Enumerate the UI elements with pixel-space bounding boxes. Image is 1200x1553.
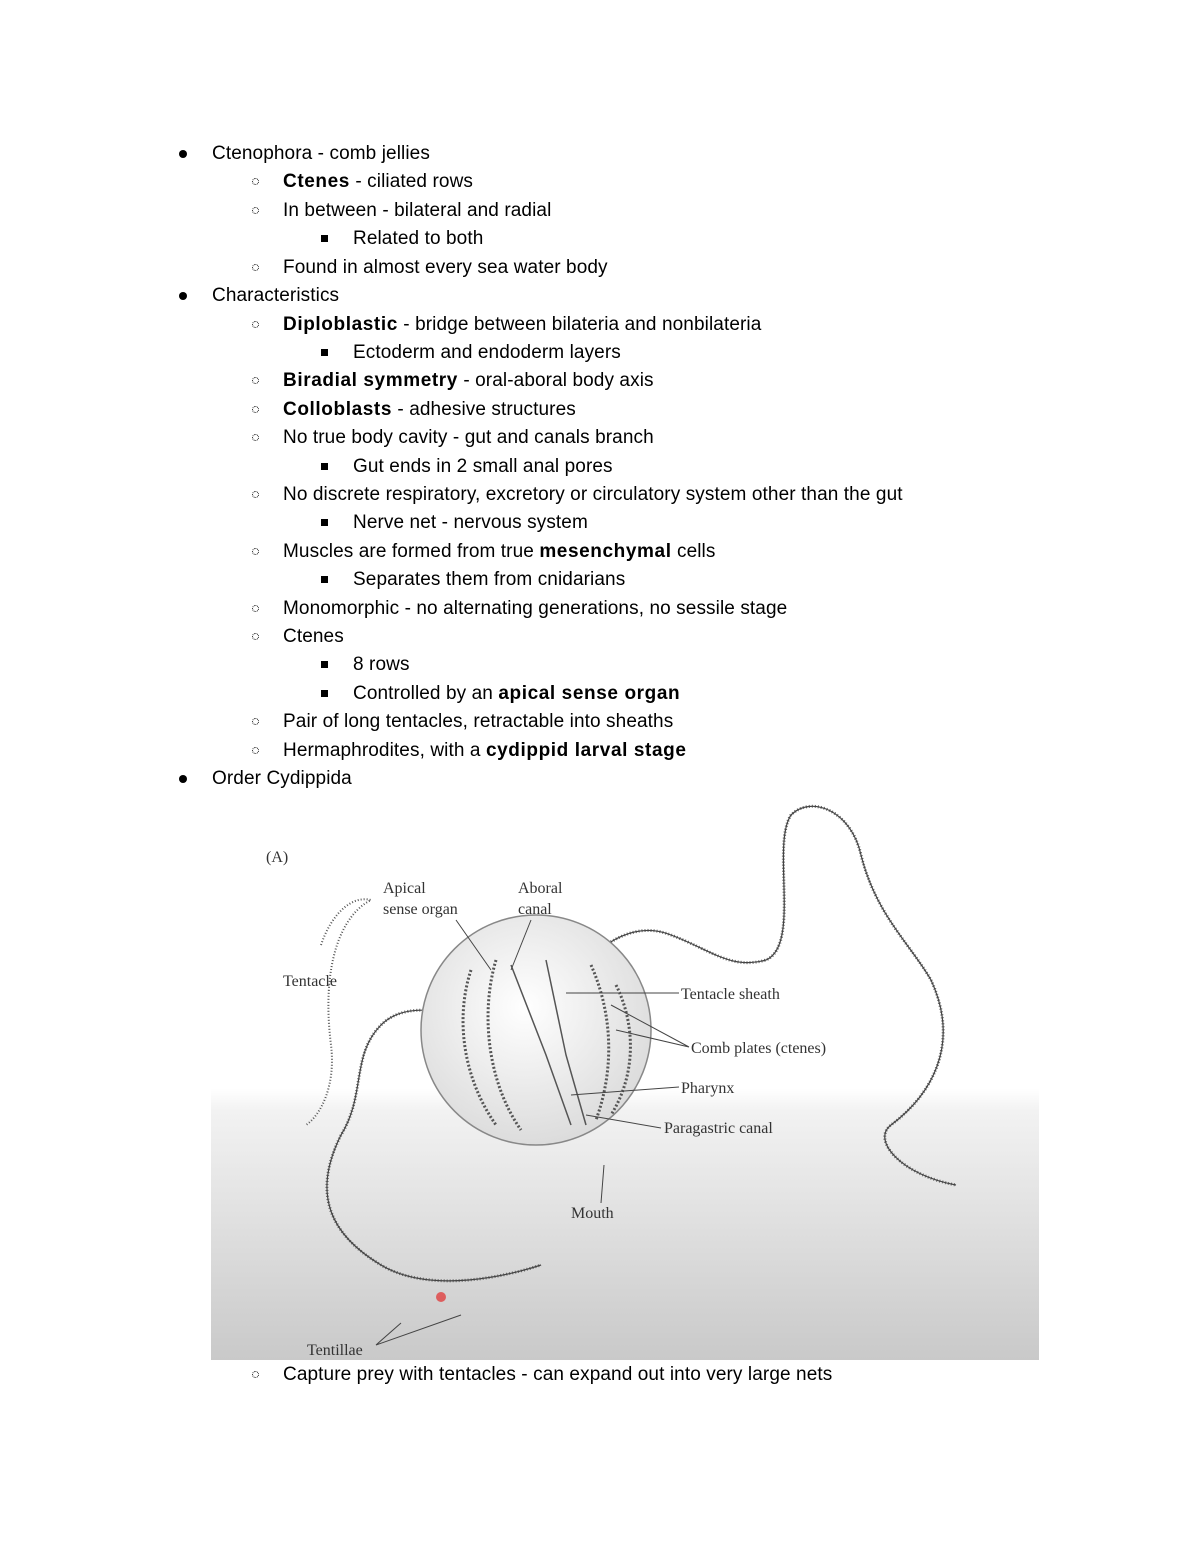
- item-text: Ctenes: [283, 626, 344, 647]
- item-text: Capture prey with tentacles - can expand out into very large nets: [283, 1364, 833, 1385]
- bullet-dot-icon: [179, 775, 187, 783]
- bold-term: Diploblastic: [283, 314, 398, 335]
- label-comb: Comb plates (ctenes): [691, 1040, 827, 1057]
- label-mouth: Mouth: [571, 1205, 614, 1222]
- bold-term: apical sense organ: [498, 683, 681, 704]
- item-text: Ctenophora - comb jellies: [212, 143, 430, 164]
- bullet-ring-icon: [252, 605, 259, 612]
- label-aboral-1: Aboral: [518, 880, 563, 897]
- label-tentillae: Tentillae: [307, 1342, 363, 1359]
- label-pharynx: Pharynx: [681, 1080, 735, 1097]
- bullet-ring-icon: [252, 491, 259, 498]
- item-text: Related to both: [353, 228, 484, 249]
- label-aboral-2: canal: [518, 901, 552, 918]
- item-text: 8 rows: [353, 654, 410, 675]
- item-text: - bridge between bilateria and nonbilateria: [397, 314, 762, 335]
- item-text: Found in almost every sea water body: [283, 257, 608, 278]
- item-text: Nerve net - nervous system: [353, 512, 588, 533]
- bullet-square-icon: [321, 661, 328, 668]
- bullet-ring-icon: [252, 434, 259, 441]
- label-tentacle: Tentacle: [283, 973, 337, 990]
- bullet-ring-icon: [252, 1371, 259, 1378]
- item-text: Hermaphrodites, with a: [283, 740, 486, 761]
- bullet-square-icon: [321, 576, 328, 583]
- bullet-dot-icon: [179, 150, 187, 158]
- ctenophore-diagram: [211, 795, 1039, 1360]
- item-text: No discrete respiratory, excretory or circulatory system other than the gut: [283, 484, 903, 505]
- item-text: - adhesive structures: [392, 399, 576, 420]
- bullet-ring-icon: [252, 178, 259, 185]
- label-apical-1: Apical: [383, 880, 426, 897]
- item-text: Controlled by an: [353, 683, 499, 704]
- label-apical-2: sense organ: [383, 901, 458, 918]
- label-sheath: Tentacle sheath: [681, 986, 780, 1003]
- item-text: Pair of long tentacles, retractable into sheaths: [283, 711, 674, 732]
- item-text: cells: [671, 541, 716, 562]
- bullet-square-icon: [321, 690, 328, 697]
- red-dot: [436, 1292, 446, 1302]
- item-text: - oral-aboral body axis: [457, 370, 654, 391]
- item-text: Monomorphic - no alternating generations, no sessile stage: [283, 598, 788, 619]
- bold-term: Biradial symmetry: [283, 370, 458, 391]
- item-text: Separates them from cnidarians: [353, 569, 626, 590]
- item-text: Gut ends in 2 small anal pores: [353, 456, 613, 477]
- item-text: - ciliated rows: [349, 171, 473, 192]
- bullet-ring-icon: [252, 406, 259, 413]
- bold-term: Ctenes: [283, 171, 350, 192]
- bullet-ring-icon: [252, 633, 259, 640]
- bullet-ring-icon: [252, 718, 259, 725]
- item-text: Muscles are formed from true: [283, 541, 540, 562]
- bullet-square-icon: [321, 349, 328, 356]
- bold-term: Colloblasts: [283, 399, 393, 420]
- bold-term: mesenchymal: [539, 541, 672, 562]
- bullet-ring-icon: [252, 264, 259, 271]
- bullet-square-icon: [321, 235, 328, 242]
- item-text: Order Cydippida: [212, 768, 352, 789]
- bullet-square-icon: [321, 463, 328, 470]
- bullet-ring-icon: [252, 377, 259, 384]
- item-text: In between - bilateral and radial: [283, 200, 552, 221]
- bullet-dot-icon: [179, 292, 187, 300]
- item-text: No true body cavity - gut and canals branch: [283, 427, 654, 448]
- bold-term: cydippid larval stage: [485, 740, 687, 761]
- bullet-ring-icon: [252, 747, 259, 754]
- label-paragastric: Paragastric canal: [664, 1120, 773, 1137]
- item-text: Ectoderm and endoderm layers: [353, 342, 621, 363]
- bullet-ring-icon: [252, 321, 259, 328]
- panel-label: (A): [266, 849, 289, 866]
- bullet-ring-icon: [252, 207, 259, 214]
- bullet-ring-icon: [252, 548, 259, 555]
- bullet-square-icon: [321, 519, 328, 526]
- item-text: Characteristics: [212, 285, 340, 306]
